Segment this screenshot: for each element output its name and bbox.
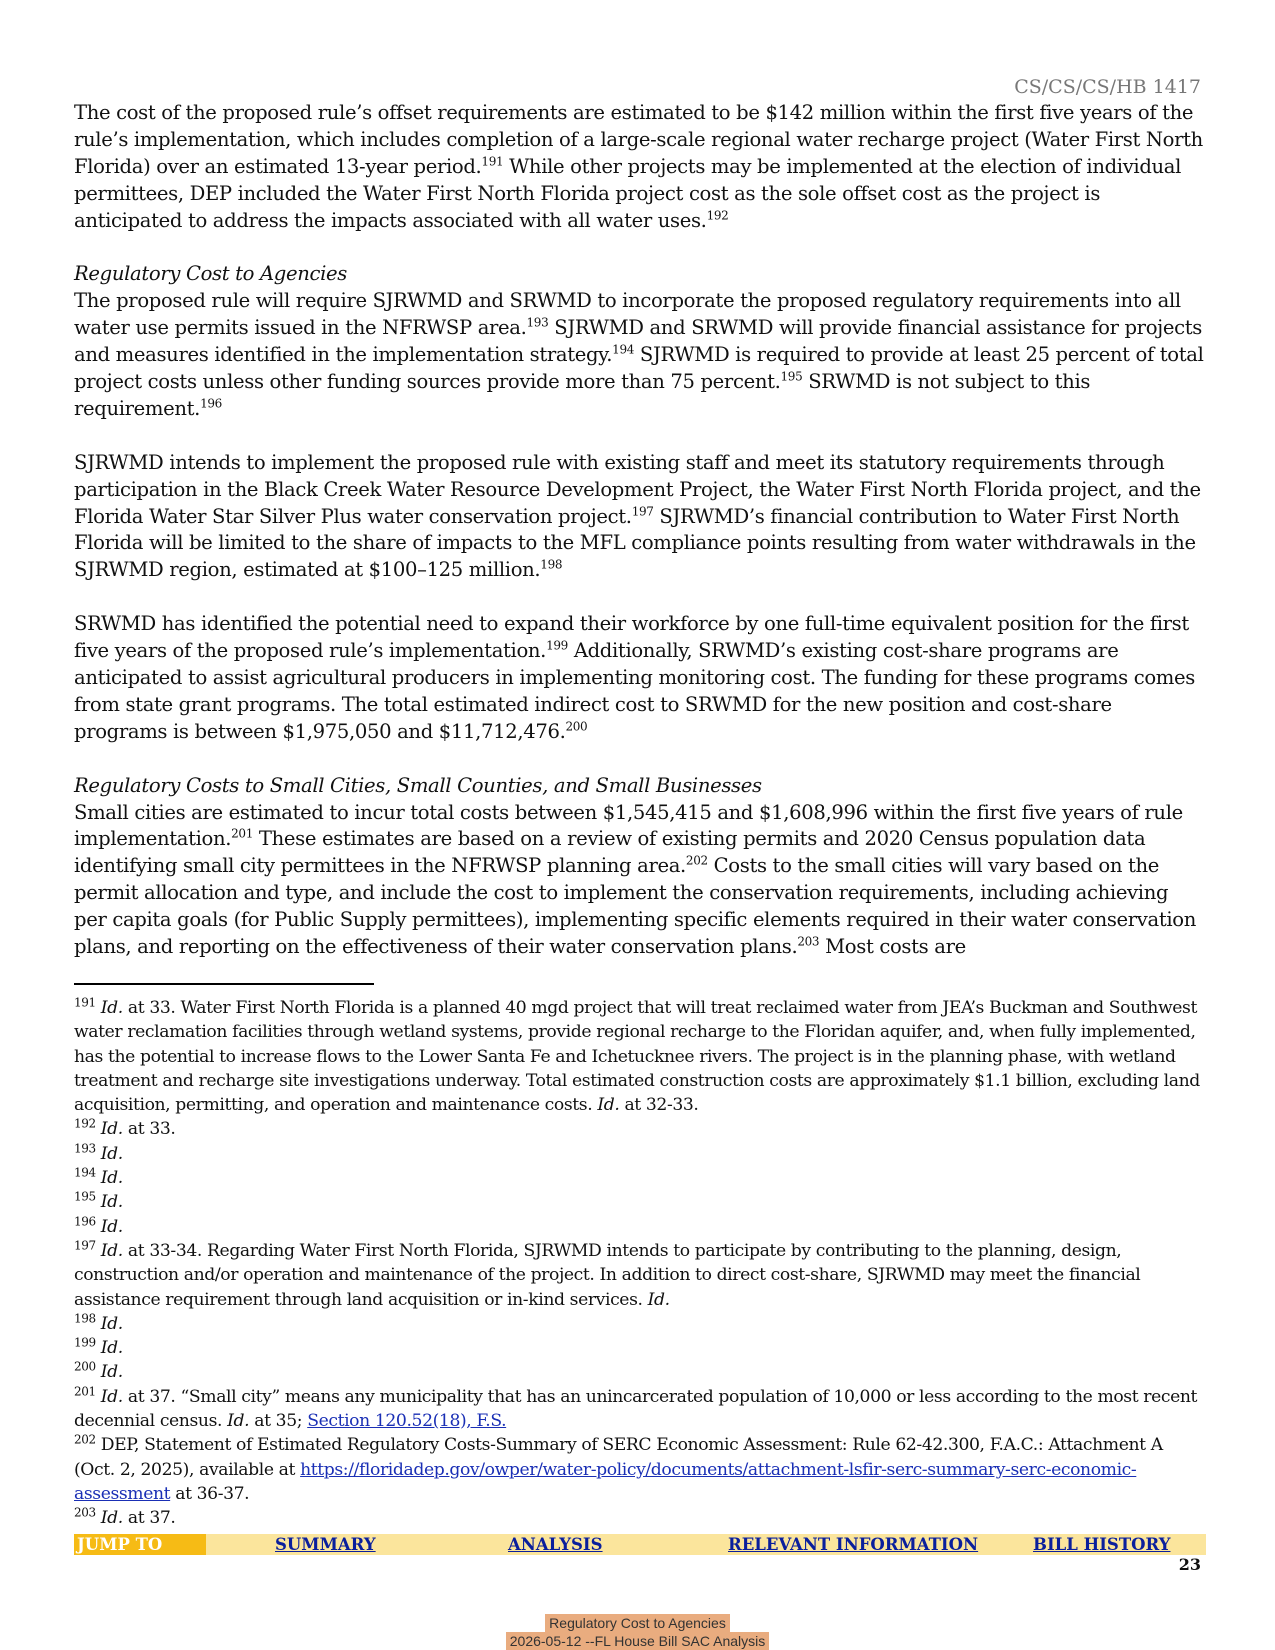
paragraph-offset-cost: The cost of the proposed rule’s offset requirements are estimated to be $142 million within the first five years of the rule’s implementation, which includes completion of a large-scale regional water recharge project (Water First North Florida) over an estimated 13-year period.$^{191}$ While other projects may be implemented at the election of individual permittees, DEP included the Water First North Florida project cost as the sole offset cost as the project is anticipated to address the impacts associated with all water uses.$^{192}$ <box>74 101 1203 232</box>
paragraph-sjrwmd: SJRWMD intends to implement the proposed rule with existing staff and meet its statutory requirements through participation in the Black Creek Water Resource Development Project, the Water First North Florida project, and the Florida Water Star Silver Plus water conservation project.$^{197}$ SJRWMD’s financial contribution to Water First North Florida will be limited to the share of impacts to the MFL compliance points resulting from water withdrawals in the SJRWMD region, estimated at $100–125 million.$^{198}$ <box>74 450 1201 582</box>
footnote-192: $^{192}$ Id. at 33. <box>74 1116 176 1140</box>
footnote-201: $^{201}$ Id. at 37. “Small city” means any municipality that has an unincarcerated population of 10,000 or less according to the most recent decennial census. Id. at 35; Section 120.52(18), F.S. <box>74 1384 1198 1432</box>
subheading-small-cities: Regulatory Costs to Small Cities, Small Counties, and Small Businesses <box>74 773 762 797</box>
footnote-ref[interactable]: 196 <box>200 396 222 411</box>
jump-summary-link[interactable]: SUMMARY <box>275 1535 376 1554</box>
footnote-191: $^{191}$ Id. at 33. Water First North Florida is a planned 40 mgd project that will treat reclaimed water from JEA’s Buckman and Southwest water reclamation facilities through wetland systems, provide regional recharge to the Floridan aquifer, and, when fully implemented, has the potential to increase flows to the Lower Santa Fe and Ichetucknee rivers. The project is in the planning phase, with wetland treatment and recharge site investigations underway. Total estimated construction costs are approximately $1.1 billion, excluding land acquisition, permitting, and operation and maintenance costs. Id. at 32-33. <box>74 995 1200 1116</box>
statute-link[interactable]: Section 120.52(18), F.S. <box>307 1411 507 1432</box>
footnote-ref[interactable]: 200 <box>565 719 588 734</box>
paragraph-srwmd: SRWMD has identified the potential need to expand their workforce by one full-time equivalent position for the first five years of the proposed rule’s implementation.$^{199}$ Additionally, SRWMD’s existing cost-share programs are anticipated to assist agricultural producers in implementing monitoring cost. The funding for these programs comes from state grant programs. The total estimated indirect cost to SRWMD for the new position and cost-share programs is between $1,975,050 and $11,712,476.$^{200}$ <box>74 612 1195 743</box>
dep-document-link[interactable]: https://floridadep.gov/owper/water-policy/documents/attachment-lsfir-serc-summary-serc-economic-assessment <box>74 1459 1137 1504</box>
footnote-ref[interactable]: 203 <box>797 934 820 949</box>
footnote-ref[interactable]: 193 <box>526 315 549 330</box>
footnote-ref[interactable]: 191 <box>481 154 504 169</box>
paragraph-agencies: The proposed rule will require SJRWMD and SRWMD to incorporate the proposed regulatory requirements into all water use permits issued in the NFRWSP area.$^{193}$ SJRWMD and SRWMD will provide financial assistance for projects and measures identified in the implementation strategy.$^{194}$ SJRWMD is required to provide at least 25 percent of total project costs unless other funding sources provide more than 75 percent.$^{195}$ SRWMD is not subject to this requirement.$^{196}$ <box>74 289 1204 420</box>
body-text <box>74 100 1204 961</box>
jump-bill-history-link[interactable]: BILL HISTORY <box>1033 1535 1171 1554</box>
stamp-line-2: 2026-05-12 --FL House Bill SAC Analysis <box>0 1633 1275 1649</box>
footnote-199: $^{199}$ Id. <box>74 1335 123 1359</box>
page-number: 23 <box>1178 1555 1201 1574</box>
bill-id: CS/CS/CS/HB 1417 <box>1014 76 1201 98</box>
footnote-197: $^{197}$ Id. at 33-34. Regarding Water First North Florida, SJRWMD intends to participate by contributing to the planning, design, construction and/or operation and maintenance of the project. In addition to direct cost-share, SJRWMD may meet the financial assistance requirement through land acquisition or in-kind services. Id. <box>74 1238 1141 1310</box>
footnote-194: $^{194}$ Id. <box>74 1165 123 1189</box>
jump-to-bar <box>74 1534 1206 1555</box>
footnote-ref[interactable]: 199 <box>546 638 568 653</box>
footnote-divider <box>74 983 374 985</box>
footnote-ref[interactable]: 194 <box>612 342 635 357</box>
subheading-agencies: Regulatory Cost to Agencies <box>74 262 347 286</box>
footnote-200: $^{200}$ Id. <box>74 1359 123 1383</box>
footnote-193: $^{193}$ Id. <box>74 1141 123 1164</box>
footnote-ref[interactable]: 201 <box>231 826 253 841</box>
stamp-line-1: Regulatory Cost to Agencies <box>0 1615 1275 1631</box>
footnote-ref[interactable]: 197 <box>631 504 654 519</box>
footnote-198: $^{198}$ Id. <box>74 1311 123 1334</box>
jump-analysis-link[interactable]: ANALYSIS <box>508 1535 603 1554</box>
footnote-ref[interactable]: 202 <box>685 853 708 868</box>
footnote-195: $^{195}$ Id. <box>74 1189 123 1213</box>
footnote-ref[interactable]: 192 <box>706 208 729 223</box>
footnote-203: $^{203}$ Id. at 37. <box>74 1505 176 1529</box>
jump-to-label: JUMP TO <box>74 1534 206 1555</box>
paragraph-small-cities: Small cities are estimated to incur total costs between $1,545,415 and $1,608,996 within the first five years of rule implementation.$^{201}$ These estimates are based on a review of existing permits and 2020 Census population data identifying small city permittees in the NFRWSP planning area.$^{202}$ Costs to the small cities will vary based on the permit allocation and type, and include the cost to implement the conservation requirements, including achieving per capita goals (for Public Supply permittees), implementing specific elements required in their water conservation plans, and reporting on the effectiveness of their water conservation plans.$^{203}$ Most costs are <box>74 800 1197 959</box>
footnote-ref[interactable]: 195 <box>780 369 803 384</box>
jump-relevant-information-link[interactable]: RELEVANT INFORMATION <box>728 1535 979 1554</box>
footnotes <box>74 996 1204 1531</box>
footnote-196: $^{196}$ Id. <box>74 1213 123 1237</box>
footnote-ref[interactable]: 198 <box>540 557 563 572</box>
footnote-202: $^{202}$ DEP, Statement of Estimated Regulatory Costs-Summary of SERC Economic Assessment: Rule 62-42.300, F.A.C.: Attachment A (Oct. 2, 2025), available at https://floridadep.gov/owper/water-policy/documents/attachment-lsfir-serc-summary-serc-economic-assessment at 36-37. <box>74 1432 1163 1504</box>
